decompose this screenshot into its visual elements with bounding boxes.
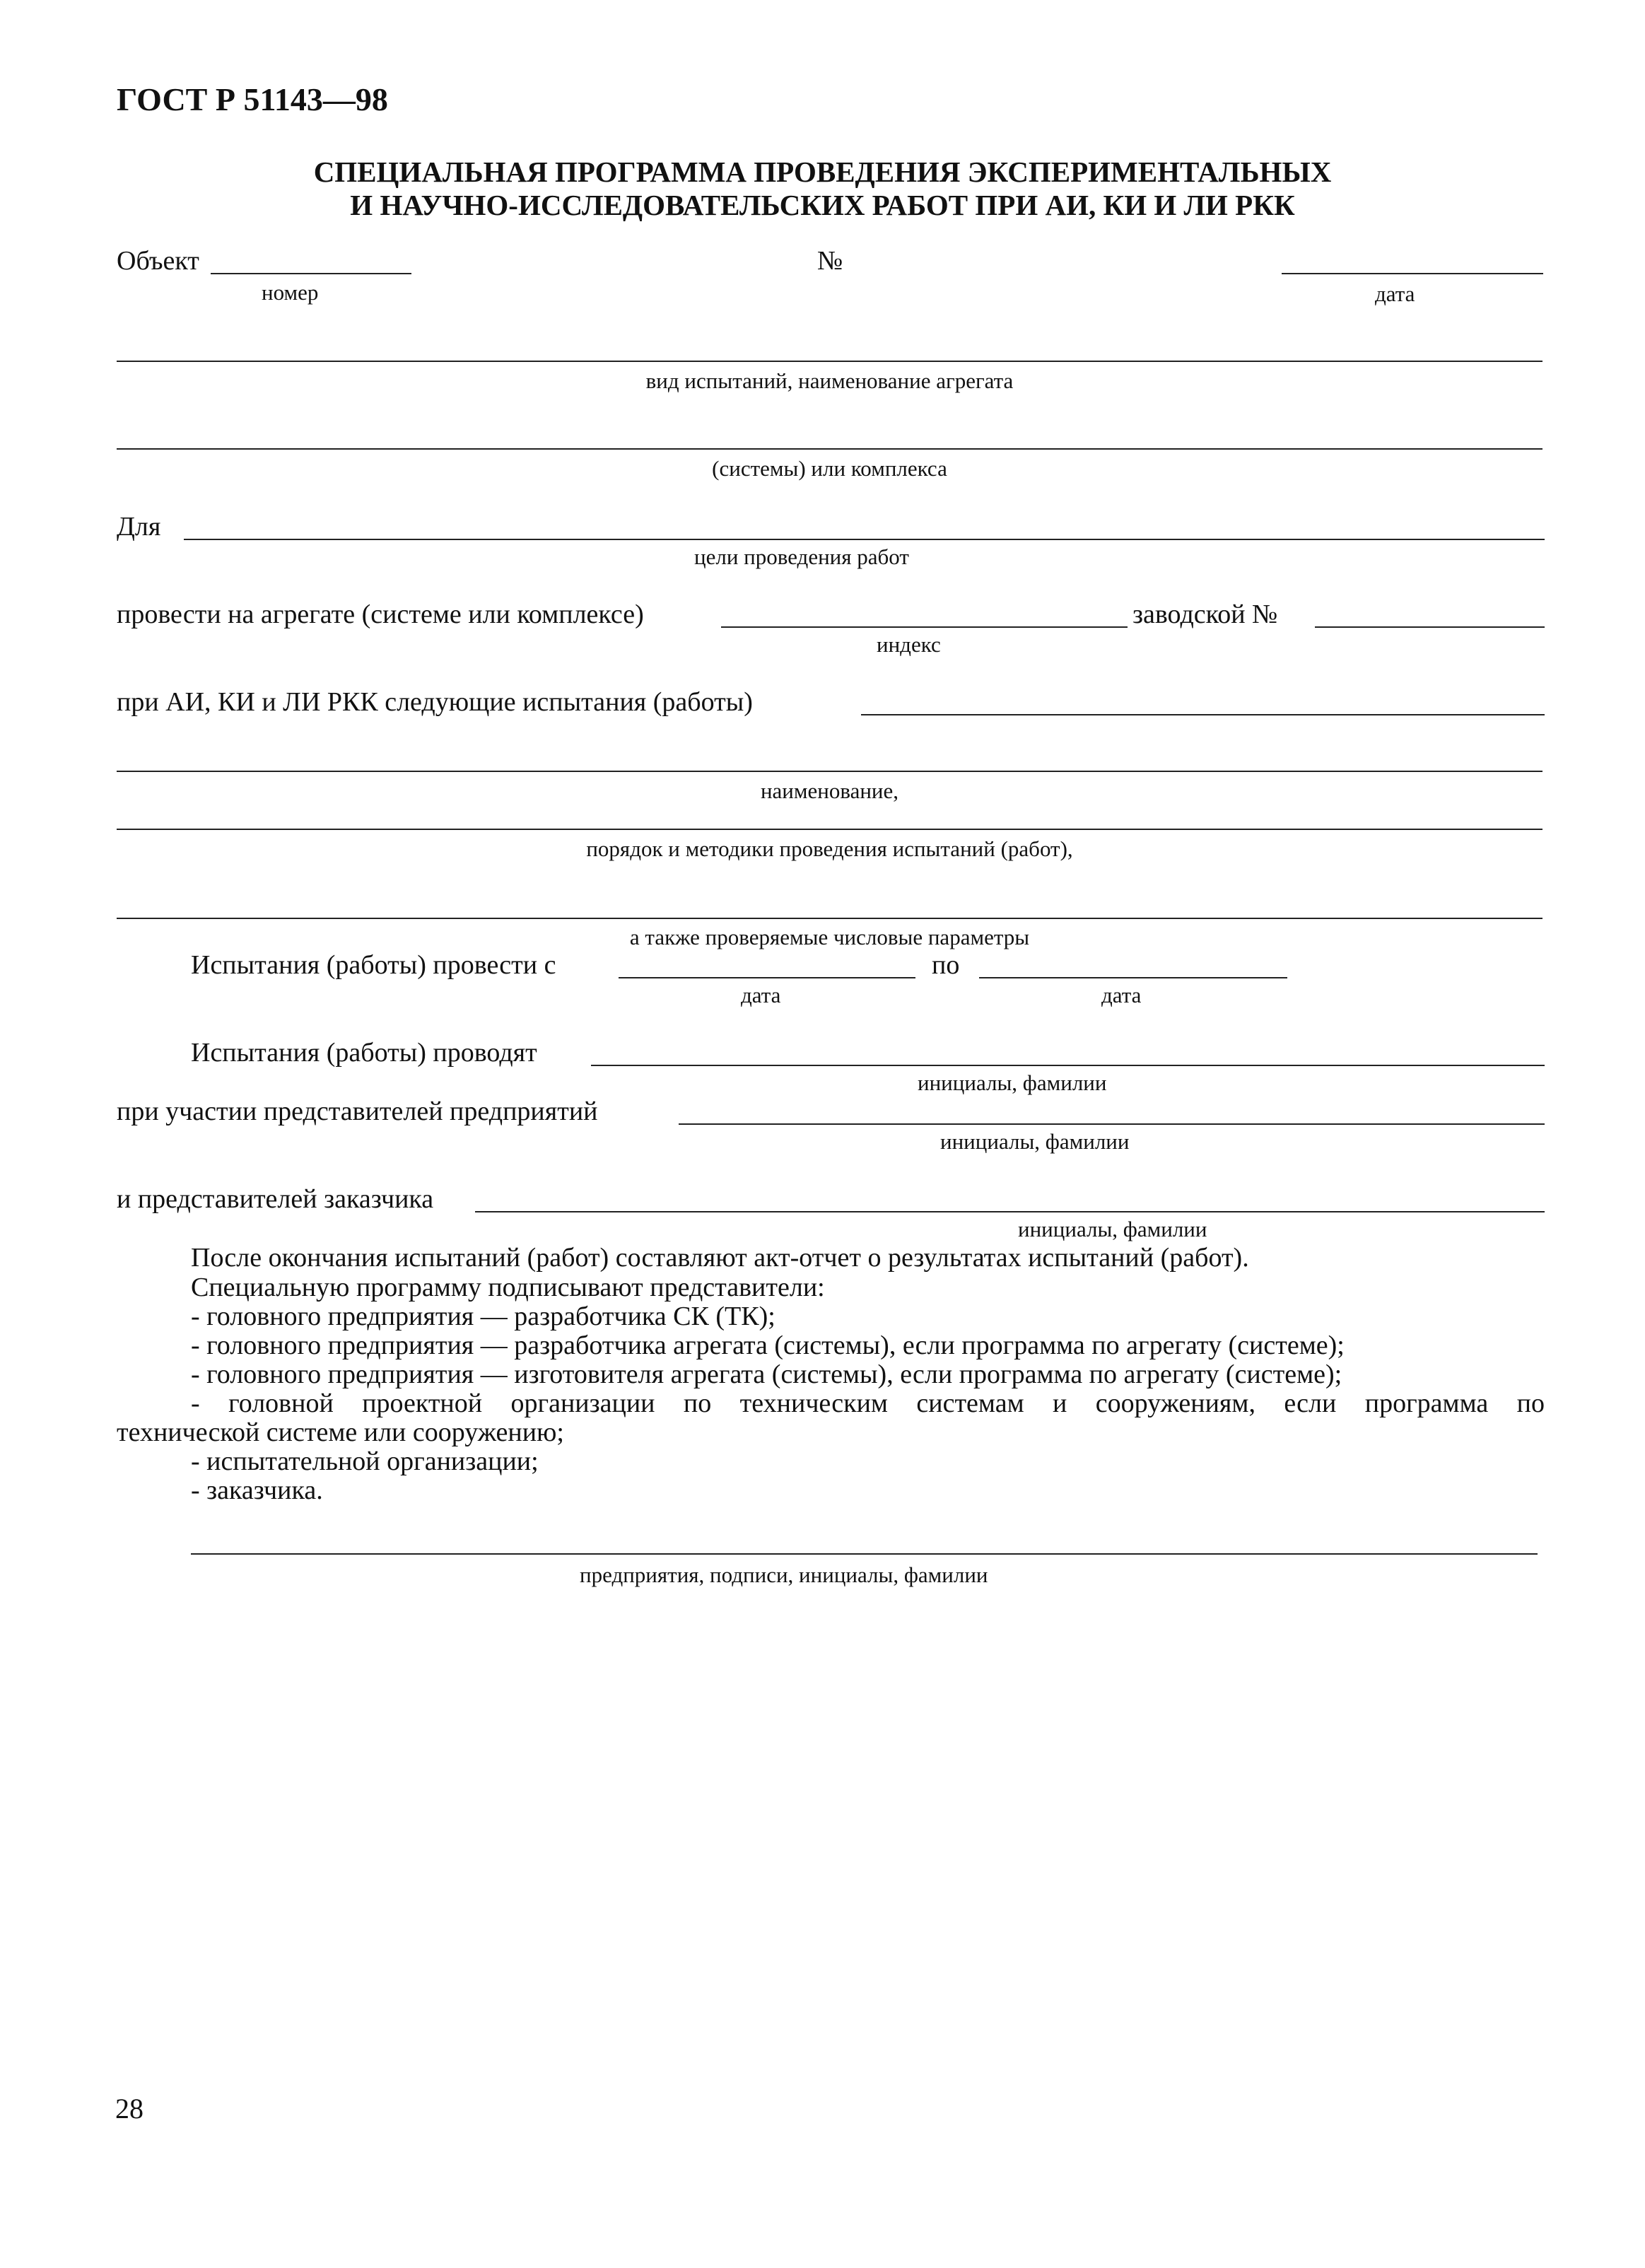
number-sign: № [817,246,843,276]
list-item: - головной проектной организации по техническим системам и сооружениям, если программа по [191,1389,1545,1418]
para-signatories: Специальную программу подписывают представители: [191,1273,825,1302]
caption-signatures: предприятия, подписи, инициалы, фамилии [580,1562,988,1587]
caption-names-3: инициалы, фамилии [1018,1217,1207,1241]
object-label: Объект [117,246,199,276]
participants-label: при участии представителей предприятий [117,1097,598,1126]
date-from-field[interactable] [619,977,915,978]
tests-field-2[interactable] [117,771,1542,772]
caption-date-from: дата [741,983,781,1007]
period-label: Испытания (работы) провести с [191,950,556,980]
list-item: - головного предприятия — разработчика агрегата (системы), если программа по агрегату (системе); [191,1331,1345,1360]
list-item-continuation: технической системе или сооружению; [117,1418,564,1447]
period-to-label: по [932,950,960,980]
test-type-field[interactable] [117,361,1542,362]
caption-goals: цели проведения работ [694,544,909,569]
caption-names-2: инициалы, фамилии [940,1129,1130,1154]
conducted-label: Испытания (работы) проводят [191,1038,537,1068]
tests-field-4[interactable] [117,918,1542,919]
conduct-label: провести на агрегате (системе или комплексе) [117,600,644,629]
goals-field[interactable] [184,539,1545,540]
caption-system: (системы) или комплекса [712,456,947,481]
caption-params: а также проверяемые числовые параметры [629,925,1030,949]
caption-date: дата [1375,281,1415,306]
unit-index-field[interactable] [721,626,1128,628]
tests-field-1[interactable] [861,714,1545,715]
standard-code: ГОСТ Р 51143—98 [117,81,388,117]
caption-procedure: порядок и методики проведения испытаний (работ), [586,836,1073,861]
tests-field-3[interactable] [117,829,1542,830]
page-number: 28 [115,2093,144,2124]
caption-names-1: инициалы, фамилии [918,1070,1107,1095]
serial-number-field[interactable] [1315,626,1545,628]
participants-field[interactable] [679,1123,1545,1125]
caption-number: номер [262,280,319,305]
para-act-report: После окончания испытаний (работ) составляют акт-отчет о результатах испытаний (работ). [191,1243,1249,1273]
conducted-by-field[interactable] [591,1065,1545,1066]
object-number-field[interactable] [211,273,411,274]
document-title [0,156,1645,222]
signatures-field[interactable] [191,1553,1538,1555]
caption-test-type: вид испытаний, наименование агрегата [645,368,1014,393]
title-line-1: СПЕЦИАЛЬНАЯ ПРОГРАММА ПРОВЕДЕНИЯ ЭКСПЕРИМЕНТАЛЬНЫХ [313,156,1332,188]
tests-label: при АИ, КИ и ЛИ РКК следующие испытания (работы) [117,687,753,717]
list-item: - заказчика. [191,1475,323,1505]
for-label: Для [117,512,161,542]
serial-label: заводской № [1132,600,1278,629]
list-item: - головного предприятия — разработчика СК (ТК); [191,1302,775,1331]
list-item: - головного предприятия — изготовителя агрегата (системы), если программа по агрегату (системе); [191,1360,1342,1389]
title-line-2: И НАУЧНО-ИССЛЕДОВАТЕЛЬСКИХ РАБОТ ПРИ АИ, КИ И ЛИ РКК [350,189,1295,222]
caption-date-to: дата [1101,983,1142,1007]
list-item: - испытательной организации; [191,1446,539,1476]
system-field[interactable] [117,448,1542,450]
date-field[interactable] [1282,273,1543,274]
caption-name: наименование, [760,778,899,803]
customer-reps-field[interactable] [475,1211,1545,1212]
caption-index: индекс [877,632,941,657]
customer-label: и представителей заказчика [117,1184,434,1214]
date-to-field[interactable] [979,977,1287,978]
